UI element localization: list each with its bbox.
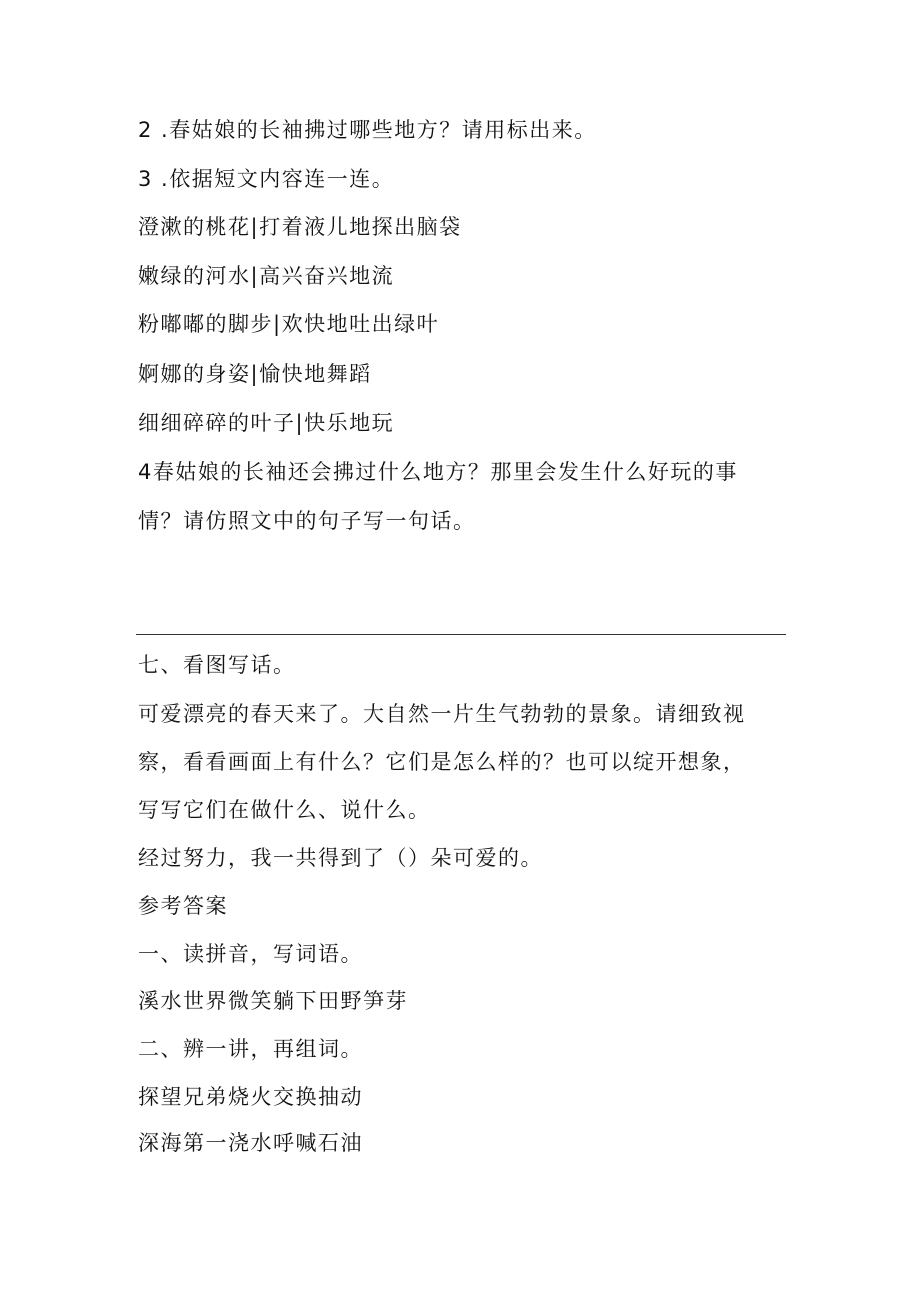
answer-section-1-heading: 一、读拼音，写词语。 xyxy=(138,942,363,966)
section-7-text-4: 经过努力，我一共得到了（）朵可爱的。 xyxy=(138,846,543,870)
match-item-3: 粉嘟嘟的脚步|欢快地吐出绿叶 xyxy=(138,312,440,336)
question-3: 3 .依据短文内容连一连。 xyxy=(138,167,395,191)
question-4-line-2: 情？请仿照文中的句子写一句话。 xyxy=(138,509,476,533)
answer-section-2-heading: 二、辨一讲，再组词。 xyxy=(138,1037,363,1061)
match-item-5: 细细碎碎的叶子|快乐地玩 xyxy=(138,411,395,435)
section-7-heading: 七、看图写话。 xyxy=(138,653,296,677)
question-4-line-1: 4春姑娘的长袖还会拂过什么地方？那里会发生什么好玩的事 xyxy=(138,460,738,484)
question-2: 2 .春姑娘的长袖拂过哪些地方？请用标出来。 xyxy=(138,118,597,142)
answer-line xyxy=(136,634,786,635)
answer-section-2-text-2: 深海第一浇水呼喊石油 xyxy=(138,1131,363,1155)
match-item-2: 嫩绿的河水|高兴奋兴地流 xyxy=(138,264,395,288)
section-7-text-1: 可爱漂亮的春天来了。大自然一片生气勃勃的景象。请细致视 xyxy=(138,702,746,726)
match-item-1: 澄漱的桃花|打着液儿地探出脑袋 xyxy=(138,215,462,239)
section-7-text-2: 察，看看画面上有什么？它们是怎么样的？也可以绽开想象， xyxy=(138,750,746,774)
answer-section-2-text-1: 探望兄弟烧火交换抽动 xyxy=(138,1085,363,1109)
answers-heading: 参考答案 xyxy=(138,894,228,918)
match-item-4: 婀娜的身姿|愉快地舞蹈 xyxy=(138,362,372,386)
section-7-text-3: 写写它们在做什么、说什么。 xyxy=(138,798,431,822)
answer-section-1-text: 溪水世界微笑躺下田野笋芽 xyxy=(138,989,408,1013)
